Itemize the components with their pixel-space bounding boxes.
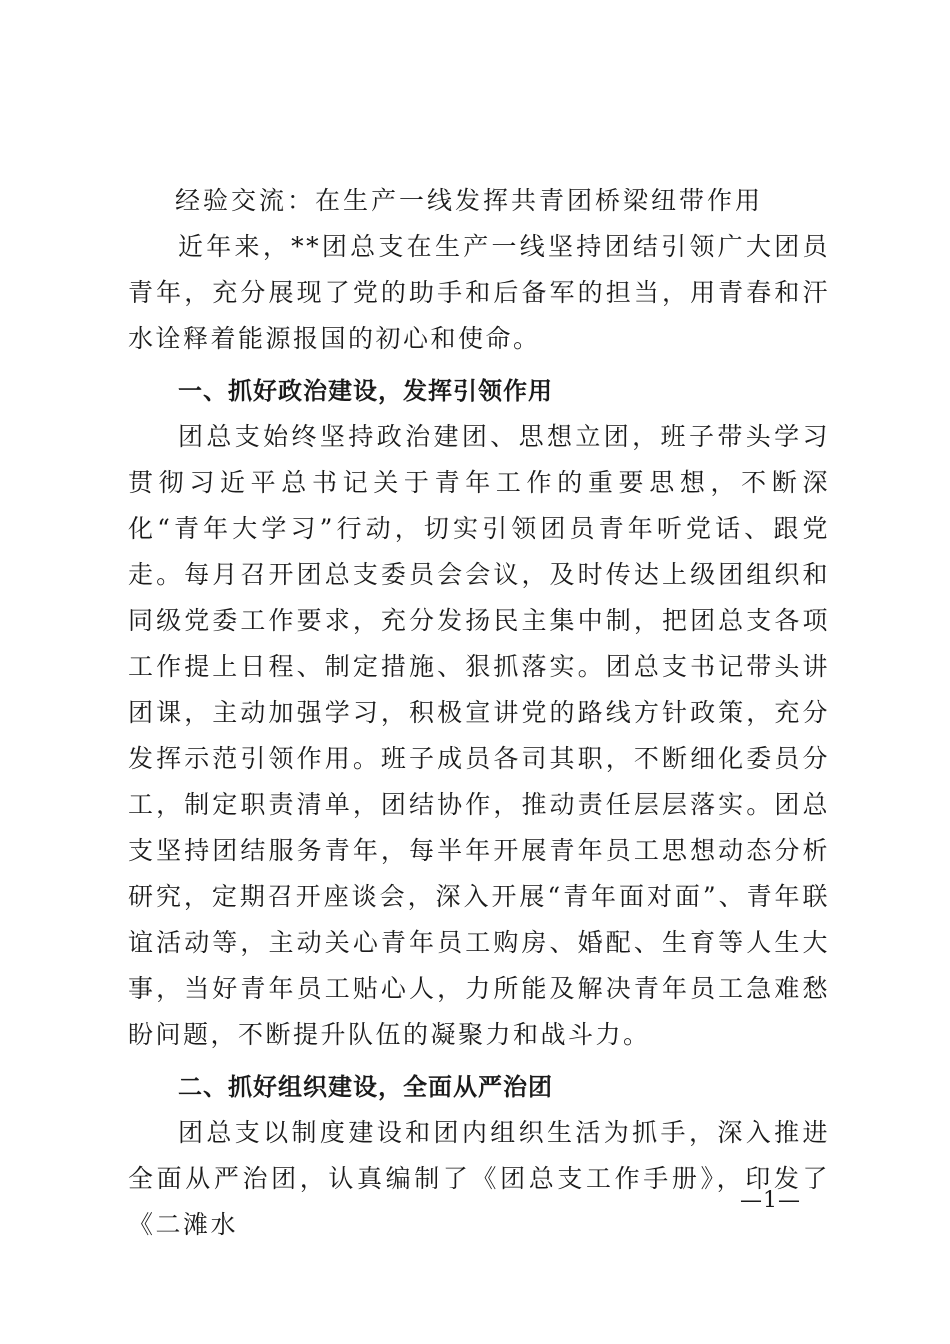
intro-paragraph: 近年来，**团总支在生产一线坚持团结引领广大团员青年，充分展现了党的助手和后备军的担当，用青春和汗水诠释着能源报国的初心和使命。 <box>128 232 830 353</box>
section-heading-2: 二、抓好组织建设，全面从严治团 <box>178 1073 553 1101</box>
section-heading-1: 一、抓好政治建设，发挥引领作用 <box>178 377 553 405</box>
section-body-1: 团总支始终坚持政治建团、思想立团，班子带头学习贯彻习近平总书记关于青年工作的重要思想，不断深化“青年大学习”行动，切实引领团员青年听党话、跟党走。每月召开团总支委员会会议，及时传达上级团组织和同级党委工作要求，充分发扬民主集中制，把团总支各项工作提上日程、制定措施、狠抓落实。团总支书记带头讲团课，主动加强学习，积极宣讲党的路线方针政策，充分发挥示范引领作用。班子成员各司其职，不断细化委员分工，制定职责清单，团结协作，推动责任层层落实。团总支坚持团结服务青年，每半年开展青年员工思想动态分析研究，定期召开座谈会，深入开展“青年面对面”、青年联谊活动等，主动关心青年员工购房、婚配、生育等人生大事，当好青年员工贴心人，力所能及解决青年员工急难愁盼问题，不断提升队伍的凝聚力和战斗力。 <box>128 422 830 1049</box>
page-number: —1— <box>740 1188 801 1213</box>
section-body-2: 团总支以制度建设和团内组织生活为抓手，深入推进全面从严治团，认真编制了《团总支工作手册》，印发了《二滩水 <box>128 1118 830 1239</box>
document-body <box>128 178 830 1248</box>
document-title: 经验交流：在生产一线发挥共青团桥梁纽带作用 <box>174 186 763 215</box>
